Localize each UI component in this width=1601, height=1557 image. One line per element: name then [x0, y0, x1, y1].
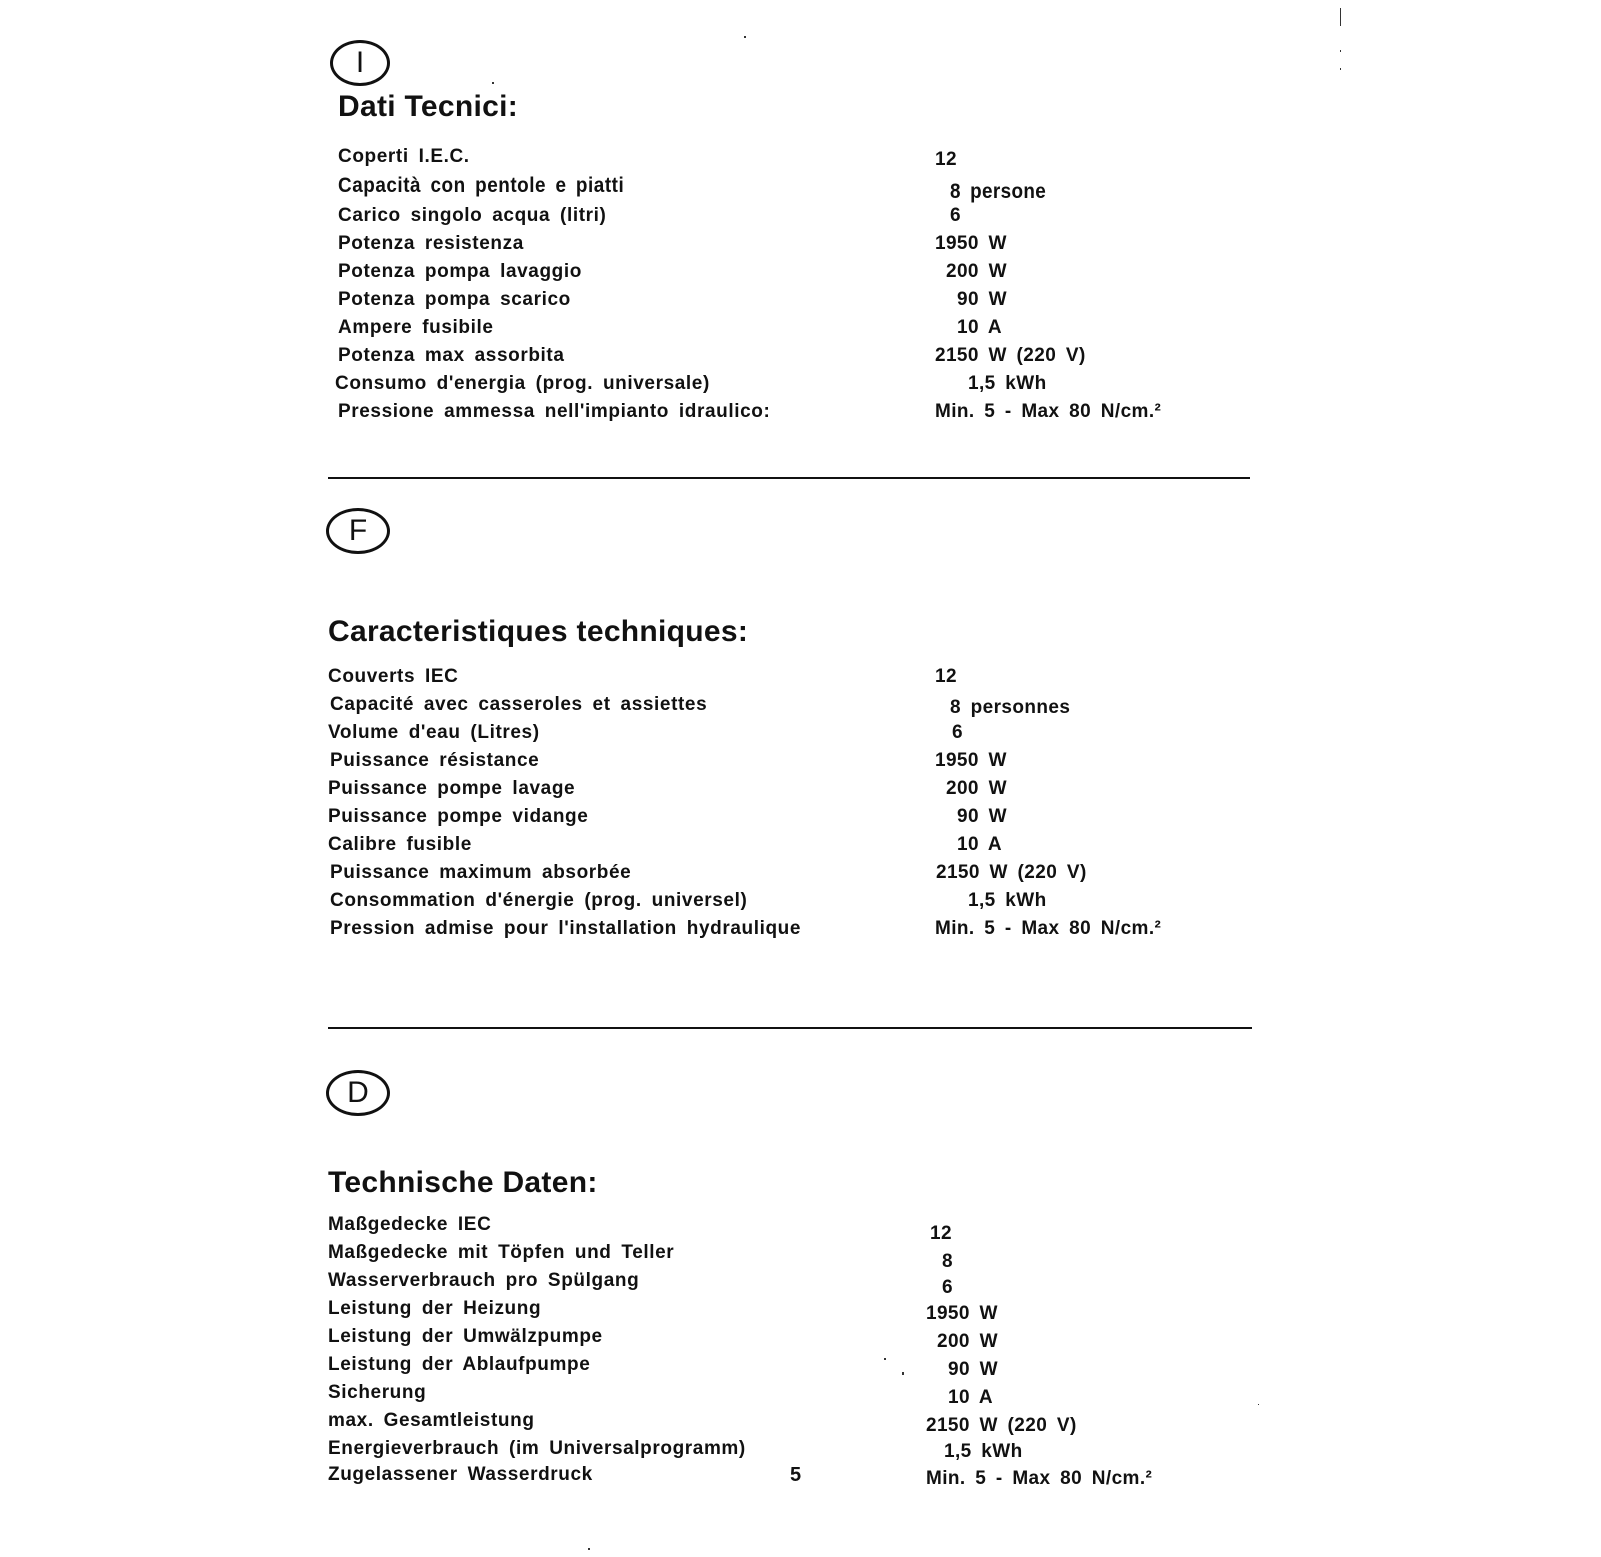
spec-row	[0, 317, 1601, 344]
spec-label: Potenza resistenza	[338, 233, 524, 254]
spec-value: 6	[952, 722, 963, 743]
spec-value: Min. 5 - Max 80 N/cm.²	[935, 401, 1162, 422]
spec-row	[0, 750, 1601, 777]
spec-value: 6	[950, 205, 961, 226]
spec-row	[0, 778, 1601, 805]
spec-value: 1950 W	[935, 233, 1007, 254]
scan-speck	[744, 36, 746, 38]
scan-speck	[492, 82, 494, 84]
spec-row	[0, 1270, 1601, 1297]
scan-speck	[588, 1548, 590, 1550]
spec-row	[0, 205, 1601, 232]
spec-row	[0, 233, 1601, 260]
section-title-french: Caracteristiques techniques:	[328, 615, 749, 648]
spec-value: 8 personnes	[950, 697, 1071, 718]
spec-value: 200 W	[946, 261, 1007, 282]
scan-speck	[1258, 1404, 1259, 1405]
spec-value: 1950 W	[926, 1303, 998, 1324]
spec-label: Pression admise pour l'installation hydraulique	[330, 918, 802, 939]
spec-value: 12	[935, 149, 957, 170]
spec-label: Pressione ammessa nell'impianto idraulico:	[338, 401, 771, 422]
spec-label: Puissance résistance	[330, 750, 540, 771]
spec-row	[0, 694, 1601, 721]
spec-label: Consommation d'énergie (prog. universel)	[330, 890, 748, 911]
spec-value: 12	[930, 1223, 952, 1244]
spec-value: 2150 W (220 V)	[936, 862, 1087, 883]
spec-label: Zugelassener Wasserdruck	[328, 1464, 593, 1485]
spec-label: Couverts IEC	[328, 666, 459, 687]
spec-label: Potenza pompa lavaggio	[338, 261, 582, 282]
spec-row	[0, 261, 1601, 288]
spec-row	[0, 862, 1601, 889]
spec-label: Capacità con pentole e piatti	[338, 174, 625, 197]
spec-value: 1,5 kWh	[944, 1441, 1023, 1462]
spec-row	[0, 1382, 1601, 1409]
page-number: 5	[790, 1464, 802, 1486]
language-badge-german: D	[326, 1070, 390, 1116]
spec-row	[0, 373, 1601, 400]
language-badge-french: F	[326, 508, 390, 554]
spec-label: Coperti I.E.C.	[338, 146, 470, 167]
spec-label: Volume d'eau (Litres)	[328, 722, 540, 743]
spec-label: Maßgedecke IEC	[328, 1214, 492, 1235]
spec-value: 90 W	[957, 806, 1007, 827]
spec-value: 90 W	[957, 289, 1007, 310]
spec-label: Puissance maximum absorbée	[330, 862, 632, 883]
spec-value: 10 A	[948, 1387, 994, 1408]
spec-label: Ampere fusibile	[338, 317, 494, 338]
spec-label: Leistung der Heizung	[328, 1298, 542, 1319]
spec-value: 1,5 kWh	[968, 373, 1047, 394]
spec-row	[0, 1354, 1601, 1381]
scan-speck	[1340, 8, 1341, 26]
spec-value: 10 A	[957, 834, 1003, 855]
spec-value: 1,5 kWh	[968, 890, 1047, 911]
spec-value: Min. 5 - Max 80 N/cm.²	[935, 918, 1162, 939]
spec-label: Maßgedecke mit Töpfen und Teller	[328, 1242, 675, 1263]
spec-label: Energieverbrauch (im Universalprogramm)	[328, 1438, 746, 1459]
section-divider	[328, 477, 1250, 479]
spec-row	[0, 666, 1601, 693]
spec-label: Potenza pompa scarico	[338, 289, 571, 310]
spec-value: 90 W	[948, 1359, 998, 1380]
spec-value: 1950 W	[935, 750, 1007, 771]
spec-value: 2150 W (220 V)	[935, 345, 1086, 366]
spec-value: 8	[942, 1251, 953, 1272]
spec-value: 2150 W (220 V)	[926, 1415, 1077, 1436]
spec-value: 8 persone	[950, 180, 1047, 203]
spec-label: max. Gesamtleistung	[328, 1410, 535, 1431]
spec-label: Wasserverbrauch pro Spülgang	[328, 1270, 640, 1291]
spec-label: Calibre fusible	[328, 834, 472, 855]
spec-row	[0, 345, 1601, 372]
spec-label: Sicherung	[328, 1382, 427, 1403]
spec-label: Carico singolo acqua (litri)	[338, 205, 607, 226]
spec-label: Puissance pompe lavage	[328, 778, 576, 799]
spec-value: 10 A	[957, 317, 1003, 338]
scan-speck	[902, 1372, 904, 1375]
spec-row	[0, 834, 1601, 861]
spec-label: Puissance pompe vidange	[328, 806, 589, 827]
spec-value: 200 W	[946, 778, 1007, 799]
spec-label: Potenza max assorbita	[338, 345, 565, 366]
spec-value: 6	[942, 1277, 953, 1298]
spec-row	[0, 1298, 1601, 1325]
spec-label: Consumo d'energia (prog. universale)	[335, 373, 710, 394]
spec-label: Capacité avec casseroles et assiettes	[330, 694, 708, 715]
spec-row	[0, 918, 1601, 945]
spec-row	[0, 1242, 1601, 1272]
spec-row	[0, 289, 1601, 316]
spec-row	[0, 722, 1601, 749]
section-divider	[328, 1027, 1252, 1029]
language-badge-italian: I	[330, 40, 390, 86]
spec-label: Leistung der Ablaufpumpe	[328, 1354, 591, 1375]
spec-row	[0, 806, 1601, 833]
spec-row	[0, 1438, 1601, 1465]
spec-row	[0, 890, 1601, 917]
spec-row	[0, 1214, 1601, 1244]
scan-speck	[1340, 68, 1341, 70]
scan-speck	[1340, 50, 1341, 52]
spec-row	[0, 174, 1601, 201]
section-title-german: Technische Daten:	[328, 1166, 598, 1199]
scan-speck	[884, 1358, 886, 1360]
spec-row	[0, 1326, 1601, 1353]
spec-value: 200 W	[937, 1331, 998, 1352]
spec-label: Leistung der Umwälzpumpe	[328, 1326, 603, 1347]
spec-row	[0, 146, 1601, 173]
spec-value: Min. 5 - Max 80 N/cm.²	[926, 1468, 1153, 1489]
spec-row	[0, 401, 1601, 428]
section-title-italian: Dati Tecnici:	[338, 90, 519, 123]
spec-row	[0, 1410, 1601, 1437]
spec-value: 12	[935, 666, 957, 687]
